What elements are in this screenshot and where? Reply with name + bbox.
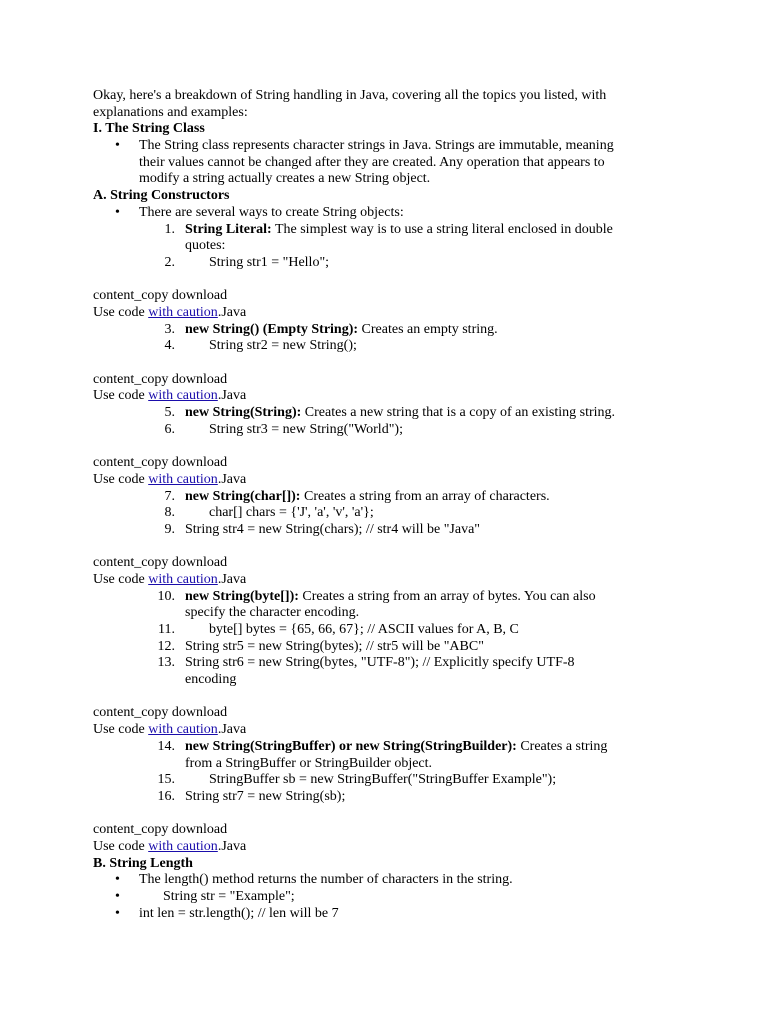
with-caution-link[interactable]: with caution	[148, 571, 218, 587]
section-heading: B. String Length	[93, 855, 193, 871]
code-caution-note: Use code with caution.Java	[93, 304, 247, 320]
code-caution-note: Use code with caution.Java	[93, 571, 247, 587]
list-item-continuation: specify the character encoding.	[185, 605, 360, 621]
bullet-icon: •	[115, 889, 120, 904]
bullet-icon: •	[115, 204, 120, 220]
list-item: 1. String Literal: The simplest way is to use a string literal enclosed in double	[164, 221, 613, 237]
bullet-icon: •	[115, 905, 120, 921]
intro-line: explanations and examples:	[93, 104, 248, 120]
document-page	[93, 88, 673, 922]
section-heading: A. String Constructors	[93, 188, 230, 204]
list-item: 13. String str6 = new String(bytes, "UTF-8"); // Explicitly specify UTF-8	[157, 655, 575, 671]
list-item: 2. String str1 = "Hello";	[164, 254, 330, 270]
bullet-continuation: modify a string actually creates a new String object.	[139, 171, 431, 187]
code-actions[interactable]: content_copy download	[93, 455, 228, 471]
list-item: 4. String str2 = new String();	[164, 338, 357, 354]
code-actions[interactable]: content_copy download	[93, 555, 228, 571]
list-item-continuation: quotes:	[185, 238, 226, 254]
list-item-continuation: encoding	[185, 672, 237, 688]
list-item: 9. String str4 = new String(chars); // str4 will be "Java"	[164, 521, 481, 537]
bullet-item: • The String class represents character strings in Java. Strings are immutable, meaning	[115, 138, 614, 154]
with-caution-link[interactable]: with caution	[148, 304, 218, 320]
list-item: 5. new String(String): Creates a new string that is a copy of an existing string.	[164, 405, 616, 421]
list-item: 8. char[] chars = {'J', 'a', 'v', 'a'};	[164, 505, 374, 521]
code-actions[interactable]: content_copy download	[93, 371, 228, 387]
bullet-item: • String str = "Example";	[115, 889, 295, 904]
bullet-icon: •	[115, 138, 120, 154]
code-actions[interactable]: content_copy download	[93, 822, 228, 838]
list-item: 14. new String(StringBuffer) or new String(StringBuilder): Creates a string	[157, 738, 608, 754]
code-caution-note: Use code with caution.Java	[93, 722, 247, 738]
code-actions[interactable]: content_copy download	[93, 288, 228, 304]
list-item: 10. new String(byte[]): Creates a string from an array of bytes. You can also	[157, 588, 596, 604]
list-item: 16. String str7 = new String(sb);	[157, 788, 346, 804]
list-item: 7. new String(char[]): Creates a string from an array of characters.	[164, 488, 550, 504]
bullet-icon: •	[115, 872, 120, 888]
list-item: 6. String str3 = new String("World");	[164, 421, 403, 437]
section-heading: I. The String Class	[93, 121, 205, 137]
bullet-item: • There are several ways to create String objects:	[115, 204, 404, 220]
intro-line: Okay, here's a breakdown of String handling in Java, covering all the topics you listed, with	[93, 88, 607, 103]
code-caution-note: Use code with caution.Java	[93, 838, 247, 854]
list-item: 11. byte[] bytes = {65, 66, 67}; // ASCII values for A, B, C	[158, 622, 519, 637]
code-caution-note: Use code with caution.Java	[93, 388, 247, 404]
with-caution-link[interactable]: with caution	[148, 471, 218, 487]
code-actions[interactable]: content_copy download	[93, 705, 228, 721]
bullet-item: • int len = str.length(); // len will be 7	[115, 905, 339, 921]
bullet-item: • The length() method returns the number of characters in the string.	[115, 872, 513, 888]
with-caution-link[interactable]: with caution	[148, 388, 218, 404]
with-caution-link[interactable]: with caution	[148, 722, 218, 738]
list-item: 3. new String() (Empty String): Creates an empty string.	[164, 321, 498, 337]
list-item: 15. StringBuffer sb = new StringBuffer("StringBuffer Example");	[157, 772, 557, 788]
with-caution-link[interactable]: with caution	[148, 838, 218, 854]
code-caution-note: Use code with caution.Java	[93, 471, 247, 487]
bullet-continuation: their values cannot be changed after they are created. Any operation that appears to	[139, 154, 605, 170]
list-item: 12. String str5 = new String(bytes); // str5 will be "ABC"	[157, 638, 484, 654]
list-item-continuation: from a StringBuffer or StringBuilder object.	[185, 755, 433, 771]
